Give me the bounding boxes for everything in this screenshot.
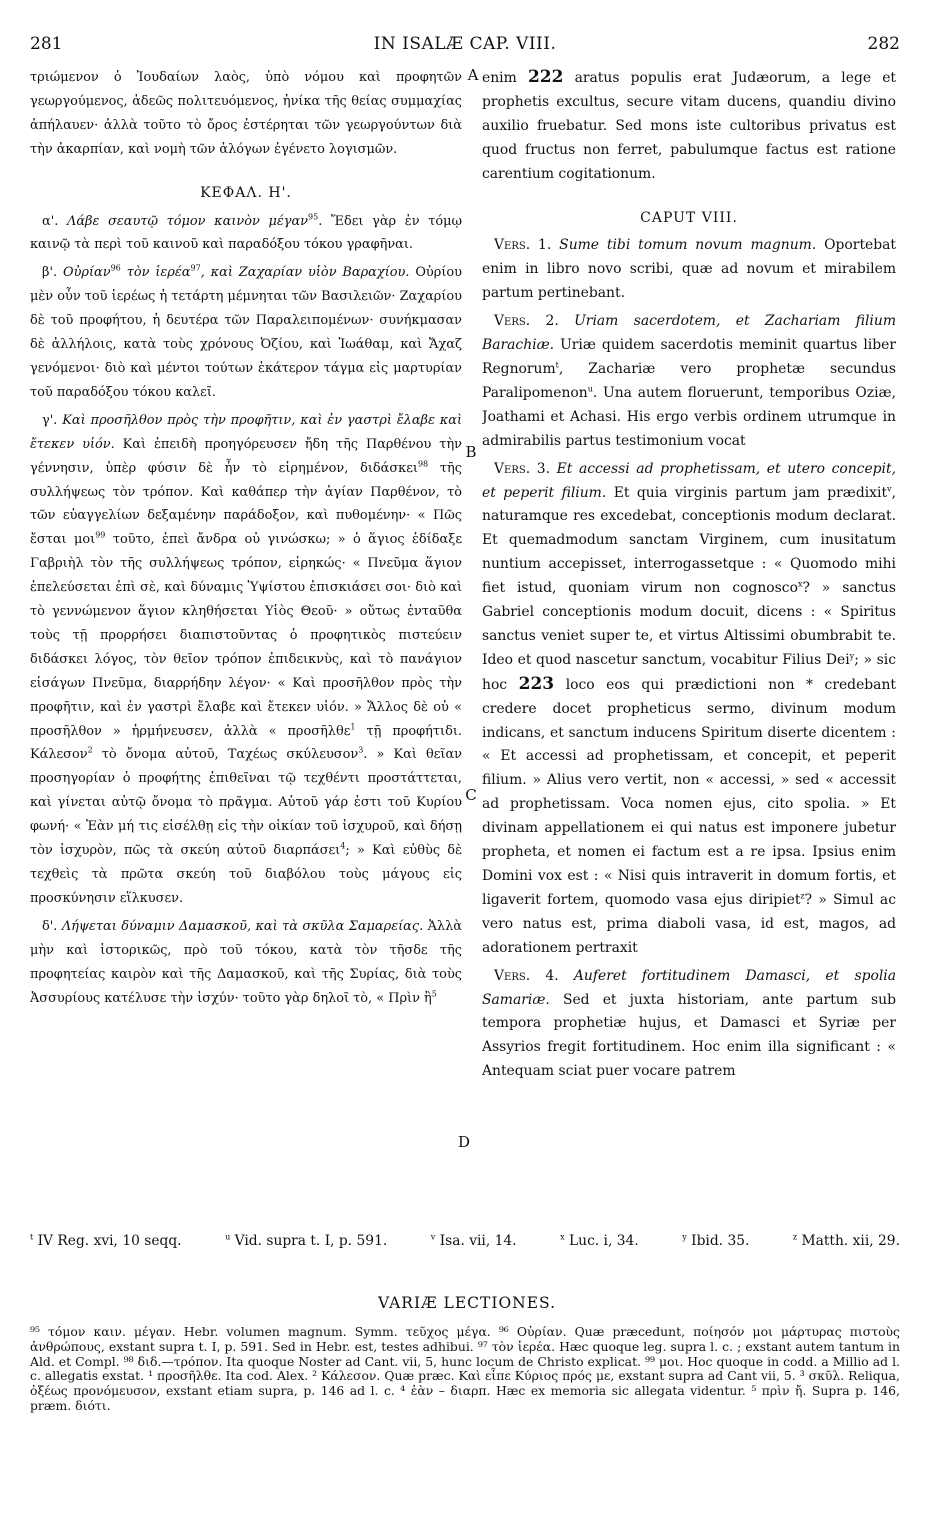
note-ref: 5 (431, 989, 437, 999)
verse-lemma: Auferet fortitudinem Damasci, et spolia Samariæ. (482, 967, 896, 1008)
verse-text: ? » sanctus Gabriel conceptionis modum docuit, dicens : « Spiritus sanctus veniet super te, et virtus Altissimi obumbrabit te. Ideo et quod nascetur sanctum, vocabitur Filius Dei (482, 580, 896, 668)
verse-text: Uriæ quidem sacerdotis meminit quartus liber Regnorum (482, 337, 896, 377)
latin-chapter-heading: CAPUT VIII. (640, 209, 738, 226)
verse-label: Vers. 1. (494, 237, 552, 254)
verse-text: Sed et juxta historiam, ante partum sub tempora prophetiæ hujus, et Damasci et Syriæ per Assyrios fregit fortitudinem. Hoc enim illa significant : « Antequam sciat puer vocare patrem (482, 991, 896, 1080)
running-header (30, 34, 900, 58)
footnotes (30, 1232, 900, 1251)
column-number: 223 (518, 673, 555, 694)
note-ref: 1 (350, 722, 356, 732)
footnote-t: $^t$ IV Reg. xvi, 10 seqq. (30, 1232, 182, 1249)
greek-intro: τριώμενον ὁ Ἰουδαίων λαὸς, ὑπὸ νόμου καὶ προφητῶν γεωργούμενος, ἀδεῶς πολιτευόμενος, ἡνίκα τῆς θείας συμμαχίας ἀπήλαυεν· ἀλλὰ τοῦτο τὸ ὄρος ἐστέρηται τῶν γεωργούντων διὰ τὴν ἀκαρπίαν, καὶ νομὴ τῶν ἀλόγων ἐγένετο λογισμῶν. (30, 70, 462, 157)
column-number: 222 (527, 67, 564, 87)
verse-text: ; » sic hoc (482, 651, 896, 693)
greek-verse-2 (30, 261, 462, 404)
margin-marker-d: D (457, 1133, 471, 1151)
verse-text: τῇ προφήτιδι. Κάλεσον (30, 723, 462, 763)
verse-text: , Zachariæ vero prophetæ secundus Paralipomenon (482, 360, 896, 401)
verse-lemma: Uriam sacerdotem, et Zachariam filium Barachiæ. (482, 313, 896, 354)
note-ref: 2 (87, 746, 93, 756)
margin-marker-b: B (465, 443, 477, 461)
verse-text: Ἔδει γὰρ ἐν τόμῳ καινῷ τὰ περὶ τοῦ καινοῦ καὶ παραδόξου τόκου γραφῆναι. (30, 213, 462, 253)
note-ref: u (587, 384, 593, 394)
verse-number: β'. (42, 265, 58, 281)
footnote-row (30, 1232, 900, 1251)
note-ref: 96 (110, 264, 121, 274)
running-title: IN ISALÆ CAP. VIII. (373, 34, 557, 54)
verse-text: loco eos qui prædictioni non * credebant credere docet propheticus sermo, divinum modum indicans, et sanctum inducens Spiritum diserte dicentem : « Et accessi ad prophetissam, et concepit, et peperit filium. » Alius vero vertit, non « accessi, » sed « accessit ad prophetissam. Voca nomen ejus, cito spolia. » Et divinam appellationem ei qui natus est imponere jubetur propheta, et nomen ei factum est a re ipsa. Ipsius enim Domini vox est : « Nisi quis intraverit in domum fortis, et ligaverit fortem, quomodo vasa ejus diripiet (482, 676, 896, 908)
margin-marker-a: A (467, 66, 479, 84)
verse-text: Et quia virginis partum jam prædixit (613, 484, 888, 501)
note-ref: 97 (190, 264, 201, 274)
latin-verse-4 (482, 965, 896, 1085)
verse-lemma: Καὶ προσῆλθον πρὸς τὴν προφῆτιν, καὶ ἐν γαστρὶ ἔλαβε καὶ ἔτεκεν υἱόν. (30, 412, 462, 452)
verse-text: Οὐρίου μὲν οὖν τοῦ ἱερέως ἡ τετάρτη μέμνηται τῶν Βασιλειῶν· Ζαχαρίου δὲ τοῦ προφήτου, ἡ δευτέρα τῶν Παραλειπομένων· συνήκμασαν δὲ ἀλλήλοις, κατὰ τοὺς χρόνους Ὀζίου, καὶ Ἰωάθαμ, καὶ Ἄχαζ γενόμενοι· διὸ καὶ μέντοι τούτων ἑκάτερον τάγμα εἰς μαρτυρίαν τοῦ παραδόξου τόκου καλεῖ. (30, 265, 462, 400)
verse-text: Oportebat enim in libro novo scribi, quæ ad novum et mirabilem partum pertinebant. (482, 237, 896, 302)
verse-text: τὸ ὄνομα αὐτοῦ, Ταχέως σκύλευσον (101, 747, 359, 763)
note-ref: x (797, 579, 803, 589)
verse-text: . » Καὶ θεῖαν προσηγορίαν ὁ προφήτης ἐπιθεῖναι τῷ τεχθέντι προστάττεται, καὶ γίνεται αὐτῷ ὄνομα τὸ πρᾶγμα. Αὐτοῦ γάρ ἐστι τοῦ Κυρίου φωνή· « Ἐὰν μή τις εἰσέλθῃ εἰς τὴν οἰκίαν τοῦ ἰσχυροῦ, καὶ δήσῃ τὸν ἰσχυρὸν, πῶς τὰ σκεύη αὐτοῦ διαρπάσει (30, 747, 462, 859)
greek-column (30, 66, 462, 1014)
footnote-u: $^u$ Vid. supra t. I, p. 591. (225, 1232, 388, 1249)
verse-text: Ἀλλὰ μὴν καὶ ἱστορικῶς, πρὸ τοῦ τόκου, κατὰ τὸν τῆσδε τῆς προφητείας καιρὸν καὶ τῆς Δαμασκοῦ, καὶ τῆς Συρίας, διὰ τοὺς Ἀσσυρίους κατέλυσε τὴν ἰσχύν· τοῦτο γὰρ δηλοῖ τὸ, « Πρὶν ἢ (30, 918, 462, 1006)
greek-verse-4 (30, 915, 462, 1011)
note-ref: t (555, 360, 559, 370)
greek-chapter-heading: ΚΕΦΑΛ. Η'. (200, 184, 292, 201)
intro-text: aratus populis erat Judæorum, a lege et prophetis excultus, secure vitam ducens, quandiu divino auxilio fruebatur. Sed mons iste cultoribus privatus est quod fructus non ferret, pabulumque factus est ratione carentium cogitationum. (482, 70, 896, 182)
intro-text: enim (482, 70, 517, 86)
variae-lectiones-text: ⁹⁵ τόμον καιν. μέγαν. Hebr. volumen magnum. Symm. τεῦχος μέγα. ⁹⁶ Οὐρίαν. Quæ præcedunt, ποίησόν μοι μάρτυρας πιστοὺς ἀνθρώπους, exstant supra t. I, p. 591. Sed in Hebr. est, testes adhibui. ⁹⁷ τὸν ἱερέα. Hæc quoque leg. supra l. c. ; exstant autem tantum in Ald. et Compl. ⁹⁸ διδ.—τρόπον. Ita quoque Noster ad Cant. vii, 5, hunc locum de Christo explicat. ⁹⁹ μοι. Hoc quoque in codd. a Millio ad l. c. allegatis exstat. ¹ προσῆλθε. Ita cod. Alex. ² Κάλεσον. Quæ præc. Καὶ εἶπε Κύριος πρός με, exstant supra ad Cant vii, 5. ³ σκῦλ. Reliqua, ὀξέως προνόμευσον, exstant etiam supra, p. 146 ad l. c. ⁴ ἐὰν – διαρπ. Hæc ex memoria sic allegata videntur. ⁵ πρὶν ἤ. Supra p. 146, præm. διότι. (30, 1324, 900, 1413)
note-ref: 4 (340, 841, 346, 851)
greek-verse-3 (30, 409, 462, 911)
footnote-x: $^x$ Luc. i, 34. (560, 1232, 639, 1249)
margin-marker-c: C (465, 786, 477, 804)
verse-lemma: τὸν ἱερέα (126, 265, 191, 281)
greek-verse-1: α'. Λάβε σεαυτῷ τόμον καινὸν μέγαν$^{95}$. Ἔδει γὰρ ἐν τόμῳ καινῷ τὰ περὶ τοῦ καινοῦ καὶ παραδόξου τόκου γραφῆναι. (30, 212, 462, 253)
note-ref: z (800, 891, 805, 901)
verse-text: τοῦτο, ἐπεὶ ἄνδρα οὐ γινώσκω; » ὁ ἅγιος ἐδίδαξε Γαβριὴλ τὸν τῆς συλλήψεως τρόπον, εἰρηκώς· « Πνεῦμα ἅγιον ἐπελεύσεται ἐπὶ σὲ, καὶ δύναμις Ὑψίστου ἐπισκιάσει σοι· διὸ καὶ τὸ γεννώμενον ἅγιον κληθήσεται Υἱὸς Θεοῦ· » οὕτως ἐνταῦθα τοὺς τῇ προρρήσει διαπιστοῦντας ὁ προφητικὸς πιστεύειν διδάσκει λόγος, τὸν θεῖον τρόπον ἐπιδεικνὺς, καὶ τὸ πανάγιον εἰσάγων Πνεῦμα, διαρρήδην λέγον· « Καὶ προσῆλθον πρὸς τὴν προφῆτιν, καὶ ἐν γαστρὶ ἔλαβε καὶ ἔτεκεν υἱόν. » Ἄλλος δὲ οὐ « προσῆλθον » ἡρμήνευσεν, ἀλλὰ « προσῆλθε (30, 532, 462, 739)
note-ref: 3 (358, 746, 364, 756)
page-number-left: 281 (30, 34, 63, 54)
verse-lemma: Et accessi ad prophetissam, et utero concepit, et peperit filium. (482, 460, 896, 501)
variae-lectiones (30, 1325, 900, 1414)
verse-lemma: Οὐρίαν (63, 265, 111, 281)
footnote-y: $^y$ Ibid. 35. (682, 1232, 750, 1249)
footnote-v: $^v$ Isa. vii, 14. (430, 1232, 517, 1249)
verse-label: Vers. 4. (494, 967, 559, 984)
verse-number: α'. (42, 213, 59, 229)
latin-column (482, 66, 896, 1088)
variae-lectiones-title: VARIÆ LECTIONES. (377, 1294, 557, 1312)
verse-text: Καὶ ἐπειδὴ προηγόρευσεν ἤδη τῆς Παρθένου τὴν γέννησιν, ὑπὲρ φύσιν δὲ ἦν τὸ εἰρημένον, διδάσκει (30, 436, 462, 476)
verse-lemma: , καὶ Ζαχαρίαν υἱὸν Βαραχίου. (200, 265, 410, 281)
latin-verse-1 (482, 234, 896, 306)
verse-number: δ'. (42, 918, 58, 934)
verse-text: ? » Simul ac vero natus est, prima diaboli vasa, id est, magos, ad adorationem pertraxit (482, 891, 896, 956)
verse-label: Vers. 2. (494, 313, 559, 330)
verse-text: τῆς συλλήψεως τὸν τρόπον. Καὶ καθάπερ τὴν ἁγίαν Παρθένον, τὸ τῶν εὐαγγελίων δεξαμένην παράδοξον, καὶ πυθομένην· « Πῶς ἔσται μοι (30, 460, 462, 548)
latin-intro (482, 66, 896, 187)
verse-lemma: Λήψεται δύναμιν Δαμασκοῦ, καὶ τὰ σκῦλα Σαμαρείας. (61, 918, 424, 934)
latin-verse-2 (482, 310, 896, 453)
verse-lemma: Sume tibi tomum novum magnum. (559, 237, 817, 254)
note-ref: y (849, 651, 855, 661)
verse-label: Vers. 3. (494, 460, 550, 477)
verse-text: ; » Καὶ εὐθὺς δὲ τεχθεὶς τὰ πρῶτα σκεύη τοῦ διαβόλου τοὺς μάγους εἰς προσκύνησιν εἵλκυσεν. (30, 843, 462, 906)
page-number-right: 282 (867, 34, 900, 54)
note-ref: 98 (417, 459, 429, 469)
note-ref: v (887, 483, 892, 493)
footnote-z: $^z$ Matth. xii, 29. (792, 1232, 900, 1249)
latin-verse-3 (482, 458, 896, 961)
verse-lemma: Λάβε σεαυτῷ τόμον καινὸν μέγαν (67, 213, 309, 229)
note-ref: 99 (95, 531, 106, 541)
note-ref: 95 (308, 212, 319, 222)
verse-number: γ'. (42, 412, 58, 428)
verse-text: , naturamque res excedebat, conceptionis modum declarat. Et quemadmodum sanctam Virginem, cum inusitatum nuntium accepisset, interrogassetque : « Quomodo mihi fiet istud, quoniam virum non cognosco (482, 484, 896, 597)
verse-text: . Una autem floruerunt, temporibus Oziæ, Joathami et Achasi. His ergo verbis ordinem utrumque in admirabilis partus testimonium vocat (482, 384, 896, 449)
